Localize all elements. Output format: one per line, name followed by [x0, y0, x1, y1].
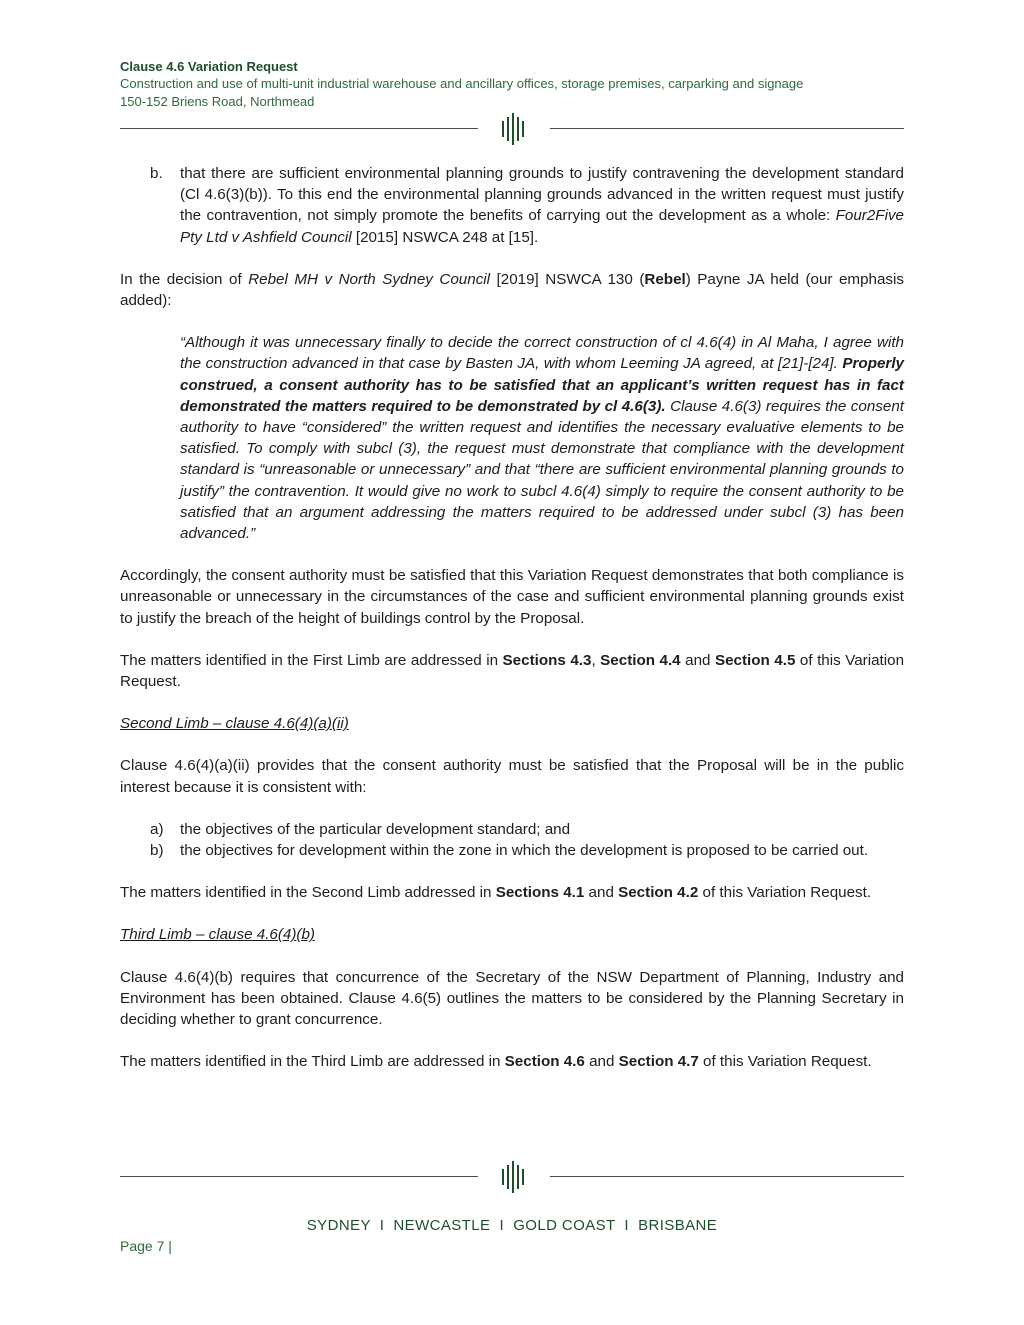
first-limb-paragraph: The matters identified in the First Limb are addressed in Sections 4.3, Section 4.4 and Section 4.5 of this Variation Request.	[120, 651, 905, 691]
third-limb-intro: Clause 4.6(4)(b) requires that concurrence of the Secretary of the NSW Department of Planning, Industry and Environment has been obtained. Clause 4.6(5) outlines the matters to be considered by the Planning Secretary in deciding whether to grant concurrence.	[120, 968, 904, 1029]
list-text: the objectives of the particular development standard; and	[180, 820, 571, 838]
brand-mark-icon	[498, 1160, 528, 1194]
brand-mark-icon	[498, 112, 528, 146]
list-item-a	[120, 819, 904, 840]
header-title: Clause 4.6 Variation Request	[120, 59, 298, 74]
list-marker: a)	[150, 820, 164, 838]
divider-rule-right	[550, 1176, 904, 1177]
footer-divider	[120, 1160, 904, 1194]
case-citation: Four2Five Pty Ltd v Ashfield Council	[180, 207, 904, 246]
divider-rule-left	[120, 1176, 478, 1177]
rebel-paragraph: In the decision of Rebel MH v North Sydney Council [2019] NSWCA 130 (Rebel) Payne JA held (our emphasis added):	[120, 270, 904, 310]
list-text: that there are sufficient environmental planning grounds to justify contravening the development standard (Cl 4.6(3)(b)). To this end the environmental planning grounds advanced in the written request must justify the contravention, not simply promote the benefits of carrying out the development as a whole: Four2Five Pty Ltd v Ashfield Council [2015] NSWCA 248 at [15].	[180, 165, 904, 246]
list-item-b	[120, 163, 904, 248]
list-item-b	[120, 840, 904, 861]
footer-office-locations: SYDNEY I NEWCASTLE I GOLD COAST I BRISBANE	[306, 1217, 718, 1234]
header-divider	[120, 112, 904, 146]
second-limb-heading: Second Limb – clause 4.6(4)(a)(ii)	[120, 715, 349, 733]
divider-rule-right	[550, 128, 904, 129]
accordingly-paragraph: Accordingly, the consent authority must be satisfied that this Variation Request demonstrates that both compliance is unreasonable or unnecessary in the circumstances of the case and sufficient environmental planning grounds exist to justify the breach of the height of buildings control by the Proposal.	[120, 567, 904, 627]
third-limb-summary: The matters identified in the Third Limb are addressed in Section 4.6 and Section 4.7 of this Variation Request.	[120, 1053, 872, 1071]
list-text: the objectives for development within the zone in which the development is proposed to be carried out.	[180, 842, 869, 860]
case-citation: Rebel MH v North Sydney Council	[248, 270, 491, 288]
second-limb-summary: The matters identified in the Second Limb addressed in Sections 4.1 and Section 4.2 of this Variation Request.	[120, 884, 872, 902]
list-marker: b.	[150, 165, 163, 182]
third-limb-heading: Third Limb – clause 4.6(4)(b)	[120, 926, 315, 944]
header-address: 150-152 Briens Road, Northmead	[120, 94, 315, 109]
page-number: Page 7 |	[120, 1238, 172, 1254]
second-limb-intro: Clause 4.6(4)(a)(ii) provides that the consent authority must be satisfied that the Proposal will be in the public interest because it is consistent with:	[120, 757, 904, 796]
page-header	[120, 58, 910, 111]
header-project-description: Construction and use of multi-unit industrial warehouse and ancillary offices, storage premises, carparking and signage	[120, 76, 804, 91]
emphasis-text: Properly construed, a consent authority has to be satisfied that an applicant’s written request has in fact demonstrated the matters required to be demonstrated by cl 4.6(3).	[180, 355, 904, 415]
document-body	[120, 163, 904, 1073]
judgment-quote: “Although it was unnecessary finally to decide the correct construction of cl 4.6(4) in Al Maha, I agree with the construction advanced in that case by Basten JA, with whom Leeming JA agreed, at [21]-[24]. Properly construed, a consent authority has to be satisfied that an applicant’s written request has in fact demonstrated the matters required to be demonstrated by cl 4.6(3). Clause 4.6(3) requires the consent authority to have “considered” the written request and identifies the necessary evaluative elements to be satisfied. To comply with subcl (3), the request must demonstrate that compliance with the development standard is “unreasonable or unnecessary” and that “there are sufficient environmental planning grounds to justify” the contravention. It would give no work to subcl 4.6(4) simply to require the consent authority to be satisfied that an argument addressing the matters required to be addressed under subcl (3) has been advanced.”	[180, 334, 904, 543]
divider-rule-left	[120, 128, 478, 129]
list-marker: b)	[150, 842, 164, 860]
